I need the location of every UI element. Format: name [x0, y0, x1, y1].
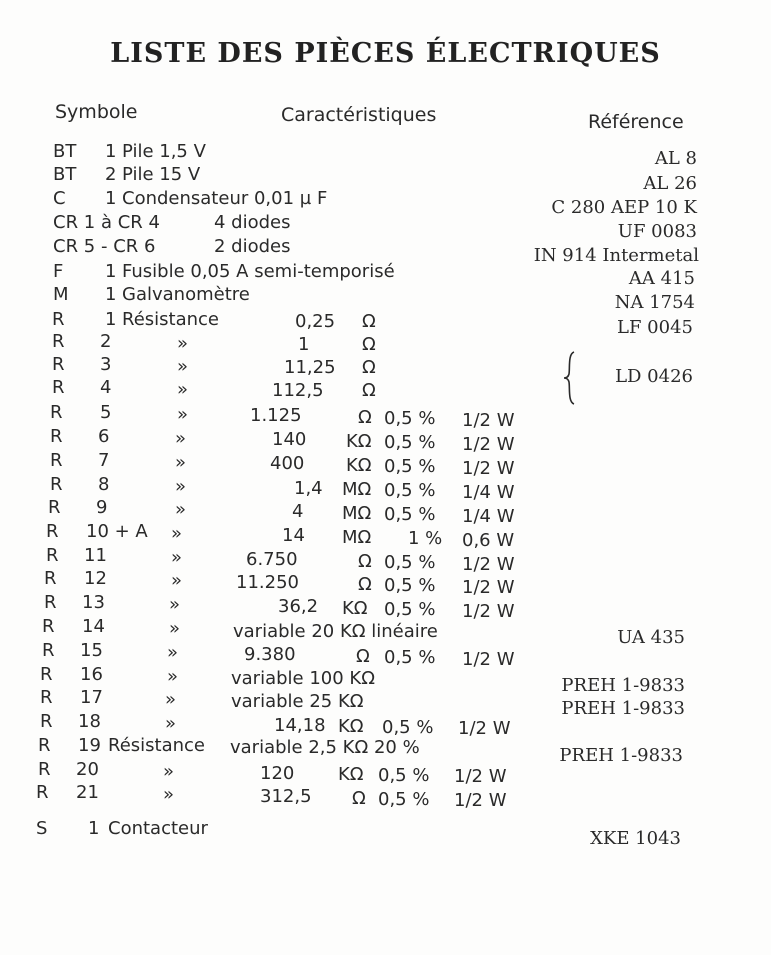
row-20-number: 13 — [82, 592, 105, 613]
row-17-symbol: R — [46, 521, 59, 542]
row-25-symbol: R — [40, 711, 53, 732]
row-25-number: 18 — [78, 711, 101, 732]
row-17-tolerance: 1 % — [408, 528, 443, 549]
row-4-symbol: CR 1 à CR 4 — [53, 212, 160, 233]
row-12-value: 1.125 — [250, 405, 302, 426]
row-9-symbol: R — [52, 331, 65, 352]
row-9-unit: Ω — [362, 334, 376, 355]
row-20-ditto: » — [169, 594, 181, 615]
row-20-unit: KΩ — [342, 598, 368, 619]
row-15-symbol: R — [50, 474, 63, 495]
row-27-tolerance: 0,5 % — [378, 765, 430, 786]
row-1-symbol: BT — [53, 141, 77, 162]
row-27-number: 20 — [76, 759, 99, 780]
row-27-ditto: » — [163, 761, 175, 782]
row-15-ditto: » — [175, 476, 187, 497]
row-26-value: variable 2,5 KΩ 20 % — [230, 737, 420, 758]
row-18-power: 1/2 W — [462, 554, 515, 575]
row-10-symbol: R — [52, 354, 65, 375]
row-23-ditto: » — [167, 666, 179, 687]
row-28-tolerance: 0,5 % — [378, 789, 430, 810]
row-23-value: variable 100 KΩ — [231, 668, 375, 689]
row-17-unit: MΩ — [342, 527, 372, 548]
row-29-number: 1 — [88, 818, 100, 839]
row-26-description: Résistance — [108, 735, 205, 756]
row-21-symbol: R — [42, 616, 55, 637]
row-12-unit: Ω — [358, 407, 372, 428]
row-16-number: 9 — [96, 497, 108, 518]
row-19-ditto: » — [171, 570, 183, 591]
row-27-value: 120 — [260, 763, 295, 784]
row-14-tolerance: 0,5 % — [384, 456, 436, 477]
row-12-ditto: » — [177, 404, 189, 425]
page-title: LISTE DES PIÈCES ÉLECTRIQUES — [110, 38, 661, 69]
row-8-number: 1 — [105, 309, 117, 330]
row-15-tolerance: 0,5 % — [384, 480, 436, 501]
row-3-symbol: C — [53, 188, 66, 209]
row-13-ditto: » — [175, 428, 187, 449]
row-18-unit: Ω — [358, 551, 372, 572]
row-25-power: 1/2 W — [458, 718, 511, 739]
row-21-number: 14 — [82, 616, 105, 637]
row-13-value: 140 — [272, 429, 307, 450]
row-14-value: 400 — [270, 453, 305, 474]
row-17-power: 0,6 W — [462, 530, 515, 551]
row-22-tolerance: 0,5 % — [384, 647, 436, 668]
row-24-symbol: R — [40, 687, 53, 708]
row-9-number: 2 — [100, 331, 112, 352]
row-28-power: 1/2 W — [454, 790, 507, 811]
row-19-number: 12 — [84, 568, 107, 589]
row-21-ditto: » — [169, 618, 181, 639]
row-25-ditto: » — [165, 713, 177, 734]
row-24-ditto: » — [165, 689, 177, 710]
row-29-symbol: S — [36, 818, 48, 839]
row-28-number: 21 — [76, 782, 99, 803]
row-2-number: 2 — [105, 164, 117, 185]
row-13-tolerance: 0,5 % — [384, 432, 436, 453]
row-14-unit: KΩ — [346, 455, 372, 476]
row-15-power: 1/4 W — [462, 482, 515, 503]
row-20-tolerance: 0,5 % — [384, 599, 436, 620]
row-8-value: 0,25 — [295, 311, 336, 332]
row-29-description: Contacteur — [108, 818, 208, 839]
row-1-number: 1 — [105, 141, 117, 162]
row-10-value: 11,25 — [284, 357, 336, 378]
row-19-power: 1/2 W — [462, 577, 515, 598]
row-16-power: 1/4 W — [462, 506, 515, 527]
row-19-value: 11.250 — [236, 572, 299, 593]
row-27-power: 1/2 W — [454, 766, 507, 787]
reference-9: LD 0426 — [615, 366, 693, 387]
reference-6: AA 415 — [628, 268, 695, 289]
row-2-description: Pile 15 V — [122, 164, 201, 185]
row-18-ditto: » — [171, 547, 183, 568]
row-16-unit: MΩ — [342, 503, 372, 524]
row-6-number: 1 — [105, 261, 117, 282]
row-3-number: 1 — [105, 188, 117, 209]
row-5-symbol: CR 5 - CR 6 — [53, 236, 156, 257]
row-28-unit: Ω — [352, 788, 366, 809]
reference-14: XKE 1043 — [590, 828, 681, 849]
row-4-description: 4 diodes — [214, 212, 291, 233]
row-8-description: Résistance — [122, 309, 219, 330]
row-20-value: 36,2 — [278, 596, 319, 617]
row-11-value: 112,5 — [272, 380, 324, 401]
row-19-symbol: R — [44, 568, 57, 589]
row-11-unit: Ω — [362, 380, 376, 401]
row-18-value: 6.750 — [246, 549, 298, 570]
row-15-number: 8 — [98, 474, 110, 495]
reference-11: PREH 1-9833 — [561, 675, 685, 696]
row-26-number: 19 — [78, 735, 101, 756]
row-11-symbol: R — [52, 377, 65, 398]
row-22-symbol: R — [42, 640, 55, 661]
row-25-value: 14,18 — [274, 715, 326, 736]
row-10-ditto: » — [177, 356, 189, 377]
row-14-power: 1/2 W — [462, 458, 515, 479]
reference-12: PREH 1-9833 — [561, 698, 685, 719]
row-27-symbol: R — [38, 759, 51, 780]
reference-8: LF 0045 — [617, 317, 693, 338]
row-13-power: 1/2 W — [462, 434, 515, 455]
row-16-tolerance: 0,5 % — [384, 504, 436, 525]
row-12-number: 5 — [100, 402, 112, 423]
row-18-number: 11 — [84, 545, 107, 566]
row-5-description: 2 diodes — [214, 236, 291, 257]
row-11-ditto: » — [177, 379, 189, 400]
row-28-ditto: » — [163, 784, 175, 805]
row-23-number: 16 — [80, 664, 103, 685]
row-6-symbol: F — [53, 261, 64, 282]
row-19-unit: Ω — [358, 574, 372, 595]
row-2-symbol: BT — [53, 164, 77, 185]
row-24-value: variable 25 KΩ — [231, 691, 364, 712]
row-10-unit: Ω — [362, 357, 376, 378]
row-23-symbol: R — [40, 664, 53, 685]
row-18-symbol: R — [46, 545, 59, 566]
reference-5: IN 914 Intermetal — [533, 245, 699, 266]
row-13-number: 6 — [98, 426, 110, 447]
reference-1: AL 8 — [654, 148, 697, 169]
row-12-power: 1/2 W — [462, 410, 515, 431]
row-22-power: 1/2 W — [462, 649, 515, 670]
row-18-tolerance: 0,5 % — [384, 552, 436, 573]
row-14-ditto: » — [175, 452, 187, 473]
row-9-ditto: » — [177, 333, 189, 354]
row-8-symbol: R — [52, 309, 65, 330]
row-7-description: Galvanomètre — [122, 284, 250, 305]
row-26-symbol: R — [38, 735, 51, 756]
row-7-symbol: M — [53, 284, 69, 305]
header-caracteristiques: Caractéristiques — [281, 104, 437, 126]
row-24-number: 17 — [80, 687, 103, 708]
row-14-symbol: R — [50, 450, 63, 471]
row-12-tolerance: 0,5 % — [384, 408, 436, 429]
row-14-number: 7 — [98, 450, 110, 471]
row-17-number: 10 + A — [86, 521, 148, 542]
row-22-ditto: » — [167, 642, 179, 663]
row-15-value: 1,4 — [294, 478, 323, 499]
row-16-value: 4 — [292, 501, 304, 522]
row-11-number: 4 — [100, 377, 112, 398]
row-15-unit: MΩ — [342, 479, 372, 500]
header-symbole: Symbole — [55, 101, 138, 123]
reference-10: UA 435 — [617, 627, 685, 648]
row-25-unit: KΩ — [338, 716, 364, 737]
row-28-symbol: R — [36, 782, 49, 803]
reference-13: PREH 1-9833 — [559, 745, 683, 766]
reference-7: NA 1754 — [614, 292, 695, 313]
header-reference: Référence — [588, 111, 684, 133]
row-22-unit: Ω — [356, 646, 370, 667]
row-28-value: 312,5 — [260, 786, 312, 807]
row-13-unit: KΩ — [346, 431, 372, 452]
row-20-symbol: R — [44, 592, 57, 613]
row-1-description: Pile 1,5 V — [122, 141, 206, 162]
row-16-symbol: R — [48, 497, 61, 518]
row-25-tolerance: 0,5 % — [382, 717, 434, 738]
row-16-ditto: » — [175, 499, 187, 520]
row-10-number: 3 — [100, 354, 112, 375]
row-19-tolerance: 0,5 % — [384, 575, 436, 596]
row-20-power: 1/2 W — [462, 601, 515, 622]
brace-icon — [562, 350, 578, 406]
row-13-symbol: R — [50, 426, 63, 447]
reference-3: C 280 AEP 10 K — [551, 197, 697, 218]
row-9-value: 1 — [298, 334, 310, 355]
row-6-description: Fusible 0,05 A semi-temporisé — [122, 261, 395, 282]
row-12-symbol: R — [50, 402, 63, 423]
reference-2: AL 26 — [643, 173, 697, 194]
reference-4: UF 0083 — [617, 221, 697, 242]
row-27-unit: KΩ — [338, 764, 364, 785]
row-21-value: variable 20 KΩ linéaire — [233, 621, 438, 642]
row-17-ditto: » — [171, 523, 183, 544]
row-3-description: Condensateur 0,01 µ F — [122, 188, 328, 209]
row-22-value: 9.380 — [244, 644, 296, 665]
row-8-unit: Ω — [362, 311, 376, 332]
row-7-number: 1 — [105, 284, 117, 305]
row-22-number: 15 — [80, 640, 103, 661]
row-17-value: 14 — [282, 525, 305, 546]
